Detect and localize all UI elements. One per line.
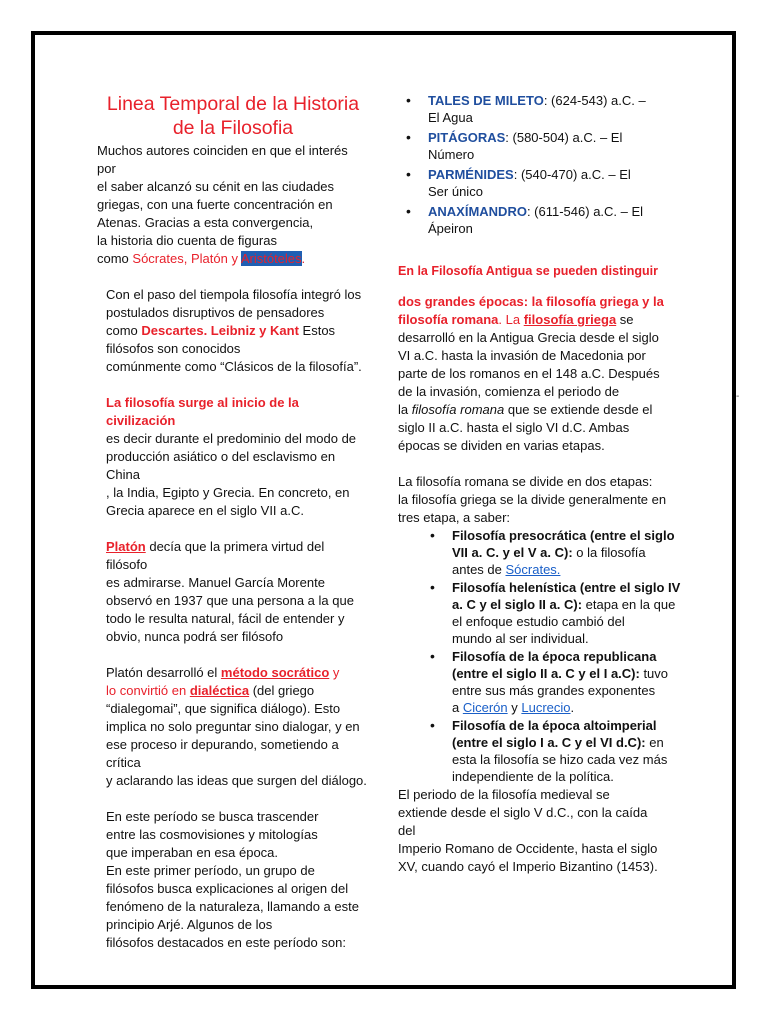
text-line: todo le resulta natural, fácil de entender y xyxy=(106,611,345,626)
paragraph-epocas xyxy=(398,293,700,455)
text-line: desarrolló en la Antigua Grecia desde el siglo xyxy=(398,330,659,345)
text-line: es decir durante el predominio del modo de xyxy=(106,431,357,446)
text-fragment: antes de xyxy=(452,562,506,577)
text-fragment: etapa en la que xyxy=(582,597,676,612)
text-line: el enfoque estudio cambió del xyxy=(452,614,625,629)
right-column xyxy=(398,92,700,876)
link-ciceron[interactable]: Cicerón xyxy=(462,700,508,715)
text-line: , la India, Egipto y Grecia. En concreto, en xyxy=(106,485,350,500)
text-fragment: Estos xyxy=(298,323,336,338)
text-line: filósofos destacados en este período son: xyxy=(106,935,346,950)
section-heading: La filosofía surge al inicio de la civilización xyxy=(106,395,299,428)
document-title xyxy=(97,92,369,140)
link-socrates[interactable]: Sócrates. xyxy=(505,562,561,577)
list-item xyxy=(428,129,700,163)
paragraph-medieval xyxy=(398,786,700,876)
period-title: Filosofía helenística (entre el siglo IV xyxy=(452,580,681,595)
text-line: siglo II a.C. hasta el siglo VI d.C. Ambas xyxy=(398,420,630,435)
text-line: implica no solo preguntar sino dialogar, y en xyxy=(106,719,360,734)
list-item xyxy=(428,92,700,126)
paragraph-platon xyxy=(106,538,369,646)
text-line: fenómeno de la naturaleza, llamando a este xyxy=(106,899,359,914)
text-line: En este período se busca trascender xyxy=(106,809,319,824)
text-fragment: como xyxy=(97,251,133,266)
text-line: extiende desde el siglo V d.C., con la caída xyxy=(398,805,648,820)
text-line: la filosofía griega se la divide generalmente en xyxy=(398,492,667,507)
name-platon-link: Platón xyxy=(106,539,146,554)
term-metodo-socratico: método socrático xyxy=(220,665,330,680)
text-line: griegas, con una fuerte concentración en xyxy=(97,197,333,212)
paragraph-presocratico xyxy=(106,808,369,952)
text-fragment: : (540-470) a.C. – El xyxy=(513,167,631,182)
text-fragment: lo convirtió en xyxy=(106,683,190,698)
text-line: Muchos autores coinciden en que el interés por xyxy=(97,143,348,176)
text-line: Con el paso del tiempola filosofía integró los xyxy=(106,287,362,302)
presocratic-list xyxy=(398,92,700,237)
text-line: el saber alcanzó su cénit en las ciudades xyxy=(97,179,335,194)
text-fragment: filosofía romana xyxy=(398,312,499,327)
text-line: VI a.C. hasta la invasión de Macedonia por xyxy=(398,348,646,363)
text-line: Imperio Romano de Occidente, hasta el siglo xyxy=(398,841,658,856)
text-line: épocas se dividen en varias etapas. xyxy=(398,438,605,453)
text-line: ese proceso ir depurando, sometiendo a xyxy=(106,737,339,752)
text-line: producción asiático o del esclavismo en China xyxy=(106,449,336,482)
text-fragment: . La xyxy=(498,312,524,327)
text-fragment: decía que la primera virtud del filósofo xyxy=(106,539,325,572)
text-line: principio Arjé. Algunos de los xyxy=(106,917,273,932)
period-title: (entre el siglo II a. C y el I a.C): xyxy=(452,666,640,681)
text-line: Ápeiron xyxy=(428,221,473,236)
text-fragment: que se extiende desde el xyxy=(504,402,653,417)
text-fragment: la xyxy=(398,402,412,417)
period-title: VII a. C. y el V a. C): xyxy=(452,545,573,560)
text-fragment: : (580-504) a.C. – El xyxy=(505,130,623,145)
text-fragment: o la filosofía xyxy=(572,545,646,560)
philosopher-name: PARMÉNIDES xyxy=(428,167,514,182)
paragraph-filosofia-antigua xyxy=(398,262,700,280)
text-fragment: , xyxy=(183,251,191,266)
left-column xyxy=(97,92,369,952)
section-heading: En la Filosofía Antigua se pueden distinguir xyxy=(398,264,658,278)
period-title: Filosofía de la época altoimperial xyxy=(452,718,657,733)
text-line: Número xyxy=(428,147,475,162)
paragraph-origen xyxy=(106,394,369,520)
philosopher-name: PITÁGORAS xyxy=(428,130,506,145)
text-fragment: y xyxy=(329,665,340,680)
paragraph-etapas xyxy=(398,473,700,527)
text-line: La filosofía romana se divide en dos etapas: xyxy=(398,474,653,489)
text-line: “dialegomai”, que significa diálogo). Esto xyxy=(106,701,341,716)
term-dialectica: dialéctica xyxy=(189,683,250,698)
text-line: obvio, nunca podrá ser filósofo xyxy=(106,629,284,644)
text-fragment: : (611-546) a.C. – El xyxy=(526,204,644,219)
text-line: comúnmente como “Clásicos de la filosofía”. xyxy=(106,359,362,374)
text-line: XV, cuando cayó el Imperio Bizantino (1453). xyxy=(398,859,658,874)
text-fragment: (del griego xyxy=(249,683,315,698)
list-item xyxy=(452,527,700,578)
text-line: esta la filosofía se hizo cada vez más xyxy=(452,752,668,767)
text-line: postulados disruptivos de pensadores xyxy=(106,305,325,320)
text-line: Ser único xyxy=(428,184,483,199)
text-fragment: y xyxy=(507,700,522,715)
text-fragment: Platón desarrolló el xyxy=(106,665,221,680)
text-line: Grecia aparece en el siglo VII a.C. xyxy=(106,503,304,518)
title-line-1: Linea Temporal de la Historia xyxy=(106,93,360,115)
period-title: (entre el siglo I a. C y el VI d.C): xyxy=(452,735,646,750)
term-filosofia-romana: filosofía romana xyxy=(411,402,505,417)
text-fragment: . xyxy=(570,700,575,715)
text-line: filósofos son conocidos xyxy=(106,341,241,356)
intro-paragraph xyxy=(97,142,369,268)
text-fragment: se xyxy=(616,312,634,327)
text-line: El periodo de la filosofía medieval se xyxy=(398,787,610,802)
title-line-2: de la Filosofia xyxy=(172,117,294,139)
text-line: parte de los romanos en el 148 a.C. Después xyxy=(398,366,660,381)
period-title: a. C y el siglo II a. C): xyxy=(452,597,583,612)
periods-list xyxy=(398,527,700,785)
link-lucrecio[interactable]: Lucrecio xyxy=(521,700,571,715)
term-filosofia-griega: filosofía griega xyxy=(523,312,617,327)
text-fragment: y xyxy=(227,251,241,266)
text-fragment: como xyxy=(106,323,142,338)
name-socrates: Sócrates xyxy=(132,251,184,266)
text-fragment: en xyxy=(645,735,664,750)
paragraph-dialectica xyxy=(106,664,369,790)
stray-mark: - xyxy=(736,391,740,402)
period-title: Filosofía presocrática (entre el siglo xyxy=(452,528,675,543)
text-line: El Agua xyxy=(428,110,473,125)
text-line: es admirarse. Manuel García Morente xyxy=(106,575,325,590)
text-line: entre las cosmovisiones y mitologías xyxy=(106,827,318,842)
text-fragment: . xyxy=(203,323,211,338)
name-aristoteles-highlighted: Aristóteles xyxy=(240,251,302,266)
period-title: Filosofía de la época republicana xyxy=(452,649,657,664)
text-fragment: a xyxy=(452,700,463,715)
text-line: En este primer período, un grupo de xyxy=(106,863,315,878)
text-fragment: . xyxy=(301,251,306,266)
list-item xyxy=(428,166,700,200)
text-line: del xyxy=(398,823,416,838)
text-line: Atenas. Gracias a esta convergencia, xyxy=(97,215,314,230)
text-fragment: tuvo xyxy=(639,666,669,681)
text-line: mundo al ser individual. xyxy=(452,631,589,646)
name-platon: Platón xyxy=(190,251,228,266)
text-line: independiente de la política. xyxy=(452,769,614,784)
text-line: tres etapa, a saber: xyxy=(398,510,511,525)
name-descartes: Descartes xyxy=(141,323,204,338)
text-line: la historia dio cuenta de figuras xyxy=(97,233,277,248)
text-line: filósofos busca explicaciones al origen del xyxy=(106,881,349,896)
text-line: crítica xyxy=(106,755,141,770)
text-line: observó en 1937 que una persona a la que xyxy=(106,593,354,608)
text-line: de la invasión, comienza el periodo de xyxy=(398,384,620,399)
philosopher-name: ANAXÍMANDRO xyxy=(428,204,527,219)
text-line: entre sus más grandes exponentes xyxy=(452,683,656,698)
list-item xyxy=(452,717,700,785)
list-item xyxy=(452,648,700,716)
list-item xyxy=(428,203,700,237)
list-item xyxy=(452,579,700,647)
paragraph-clasicos xyxy=(106,286,369,376)
name-leibniz-kant: Leibniz y Kant xyxy=(210,323,299,338)
philosopher-name: TALES DE MILETO xyxy=(428,93,544,108)
text-fragment: : (624-543) a.C. – xyxy=(543,93,646,108)
text-line: dos grandes épocas: la filosofía griega y la xyxy=(398,294,664,309)
text-line: y aclarando las ideas que surgen del diálogo. xyxy=(106,773,367,788)
text-line: que imperaban en esa época. xyxy=(106,845,279,860)
